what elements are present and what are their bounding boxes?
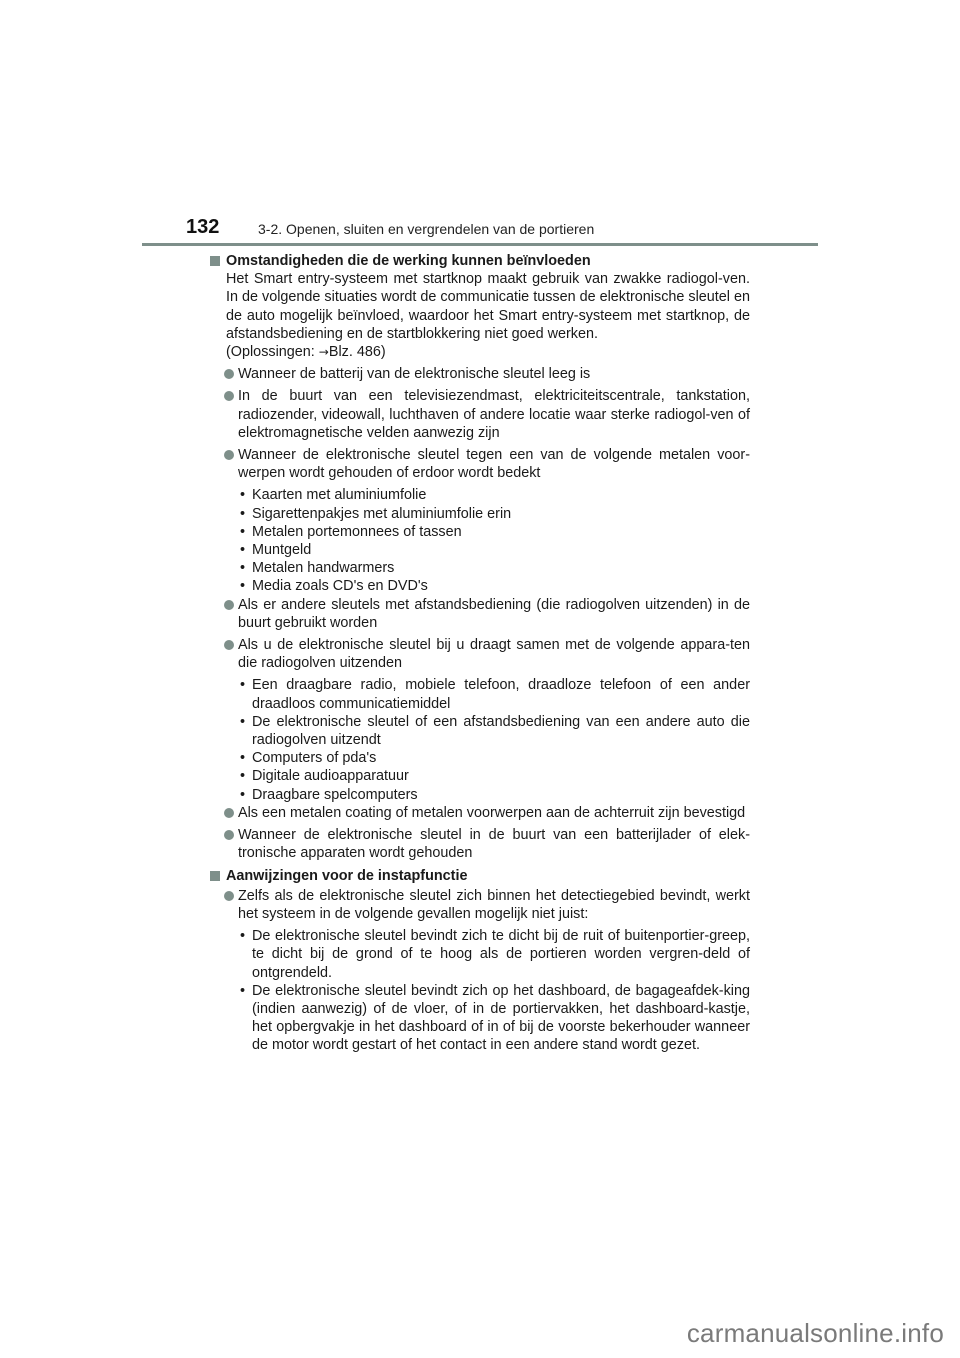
square-bullet-icon [210,256,220,266]
sub-list-item-text: Metalen handwarmers [252,560,395,577]
bullet-glyph: • [240,750,246,767]
sub-list-item-text: De elektronische sleutel bevindt zich te dicht bij de ruit of buitenportier-greep, te dicht bij de grond of te hoog als de portieren worden vergren-deld of ontgrendeld. [252,928,750,981]
arrow-icon: → [318,345,329,360]
sub-list-item [210,577,750,595]
sub-list [210,676,750,803]
section-heading [210,252,750,270]
sub-list-item [210,559,750,577]
dot-bullet-icon [224,600,234,610]
bullet-glyph: • [240,768,246,785]
sub-list-item [210,749,750,767]
section-heading-text: Omstandigheden die de werking kunnen beïnvloeden [226,253,591,269]
intro-text: Het Smart entry-systeem met startknop maakt gebruik van zwakke radiogol-ven. In de volgende situaties wordt de communicatie tussen de elektronische sleutel en de auto mogelijk beïnvloed, waardoor het Smart entry-systeem met startknop, de afstandsbediening en de startblokkering niet goed werken. [226,271,750,342]
list-item [210,387,750,442]
page-header [186,214,820,246]
intro-paragraph [226,270,750,361]
sub-list-item-text: Digitale audioapparatuur [252,768,409,785]
list-item [210,596,750,632]
section-heading [210,867,750,885]
sub-list [210,486,750,595]
section-title: 3-2. Openen, sluiten en vergrendelen van de portieren [258,221,595,237]
sub-list-item-text: Sigarettenpakjes met aluminiumfolie erin [252,505,512,522]
page-content [210,252,750,1055]
bullet-glyph: • [240,505,246,522]
solutions-prefix: (Oplossingen: [226,344,319,361]
sub-list-item [210,767,750,785]
watermark: carmanualsonline.info [686,1318,944,1348]
header-rule [142,243,818,246]
sub-list-item-text: Metalen portemonnees of tassen [252,523,462,540]
dot-bullet-icon [224,369,234,379]
sub-list-item [210,927,750,982]
sub-list-item [210,676,750,712]
page-reference-link[interactable]: Blz. 486) [328,344,386,361]
sub-list-item-text: Draagbare spelcomputers [252,786,418,803]
list-item-text: Zelfs als de elektronische sleutel zich binnen het detectiegebied bevindt, werkt het systeem in de volgende gevallen mogelijk niet juist: [238,887,750,922]
dot-bullet-icon [224,891,234,901]
sub-list-item [210,523,750,541]
bullet-glyph: • [240,542,246,559]
sub-list-item-text: Muntgeld [252,542,312,559]
list-item-text: In de buurt van een televisiezendmast, elektriciteitscentrale, tankstation, radiozender, videowall, luchthaven of andere locatie waar sterke radiogol-ven of elektromagnetische velden aanwezig zijn [238,388,750,441]
dot-bullet-icon [224,640,234,650]
sub-list-item [210,486,750,504]
bullet-glyph: • [240,982,246,999]
list-item-text: Als u de elektronische sleutel bij u draagt samen met de volgende appara-ten die radiogolven uitzenden [238,637,750,672]
sub-list-item-text: De elektronische sleutel of een afstandsbediening van een andere auto die radiogolven uitzendt [252,713,750,749]
list-item [210,446,750,482]
list-item [210,804,750,822]
list-item [210,826,750,862]
list-item-text: Als een metalen coating of metalen voorwerpen aan de achterruit zijn bevestigd [238,804,746,821]
dot-bullet-icon [224,808,234,818]
sub-list-item-text: De elektronische sleutel bevindt zich op het dashboard, de bagageafdek-king (indien aanwezig) of de vloer, of in de portiervakken, het dashboard-kastje, het opbergvakje in het dashboard of in of bij de voorste bekerhouder wanneer de motor wordt gestart of het contact in een andere stand wordt gezet. [252,982,750,1054]
bullet-glyph: • [240,523,246,540]
sub-list-item [210,982,750,1055]
dot-bullet-icon [224,391,234,401]
square-bullet-icon [210,871,220,881]
dot-bullet-icon [224,830,234,840]
section-heading-text: Aanwijzingen voor de instapfunctie [226,867,468,884]
sub-list-item-text: Computers of pda's [252,750,377,767]
list-item-text: Wanneer de elektronische sleutel in de buurt van een batterijlader of elek-tronische apparaten wordt gehouden [238,827,750,862]
bullet-glyph: • [240,560,246,577]
sub-list-item [210,505,750,523]
sub-list-item [210,541,750,559]
bullet-glyph: • [240,786,246,803]
dot-bullet-icon [224,450,234,460]
sub-list-item [210,786,750,804]
list-item-text: Als er andere sleutels met afstandsbediening (die radiogolven uitzenden) in de buurt gebruikt worden [238,596,750,631]
sub-list-item-text: Media zoals CD's en DVD's [252,578,428,595]
bullet-glyph: • [240,928,246,945]
sub-list-item-text: Kaarten met aluminiumfolie [252,487,427,504]
sub-list-item [210,713,750,749]
bullet-glyph: • [240,713,246,730]
bullet-glyph: • [240,578,246,595]
list-item [210,636,750,672]
sub-list [210,927,750,1054]
list-item-text: Wanneer de elektronische sleutel tegen een van de volgende metalen voor-werpen wordt gehouden of erdoor wordt bedekt [238,447,750,482]
list-item-text: Wanneer de batterij van de elektronische sleutel leeg is [238,366,591,383]
list-item [210,887,750,923]
page-number: 132 [186,216,220,238]
sub-list-item-text: Een draagbare radio, mobiele telefoon, draadloze telefoon of een ander draadloos communicatiemiddel [252,677,750,712]
list-item [210,365,750,383]
bullet-glyph: • [240,487,246,504]
bullet-glyph: • [240,677,246,694]
